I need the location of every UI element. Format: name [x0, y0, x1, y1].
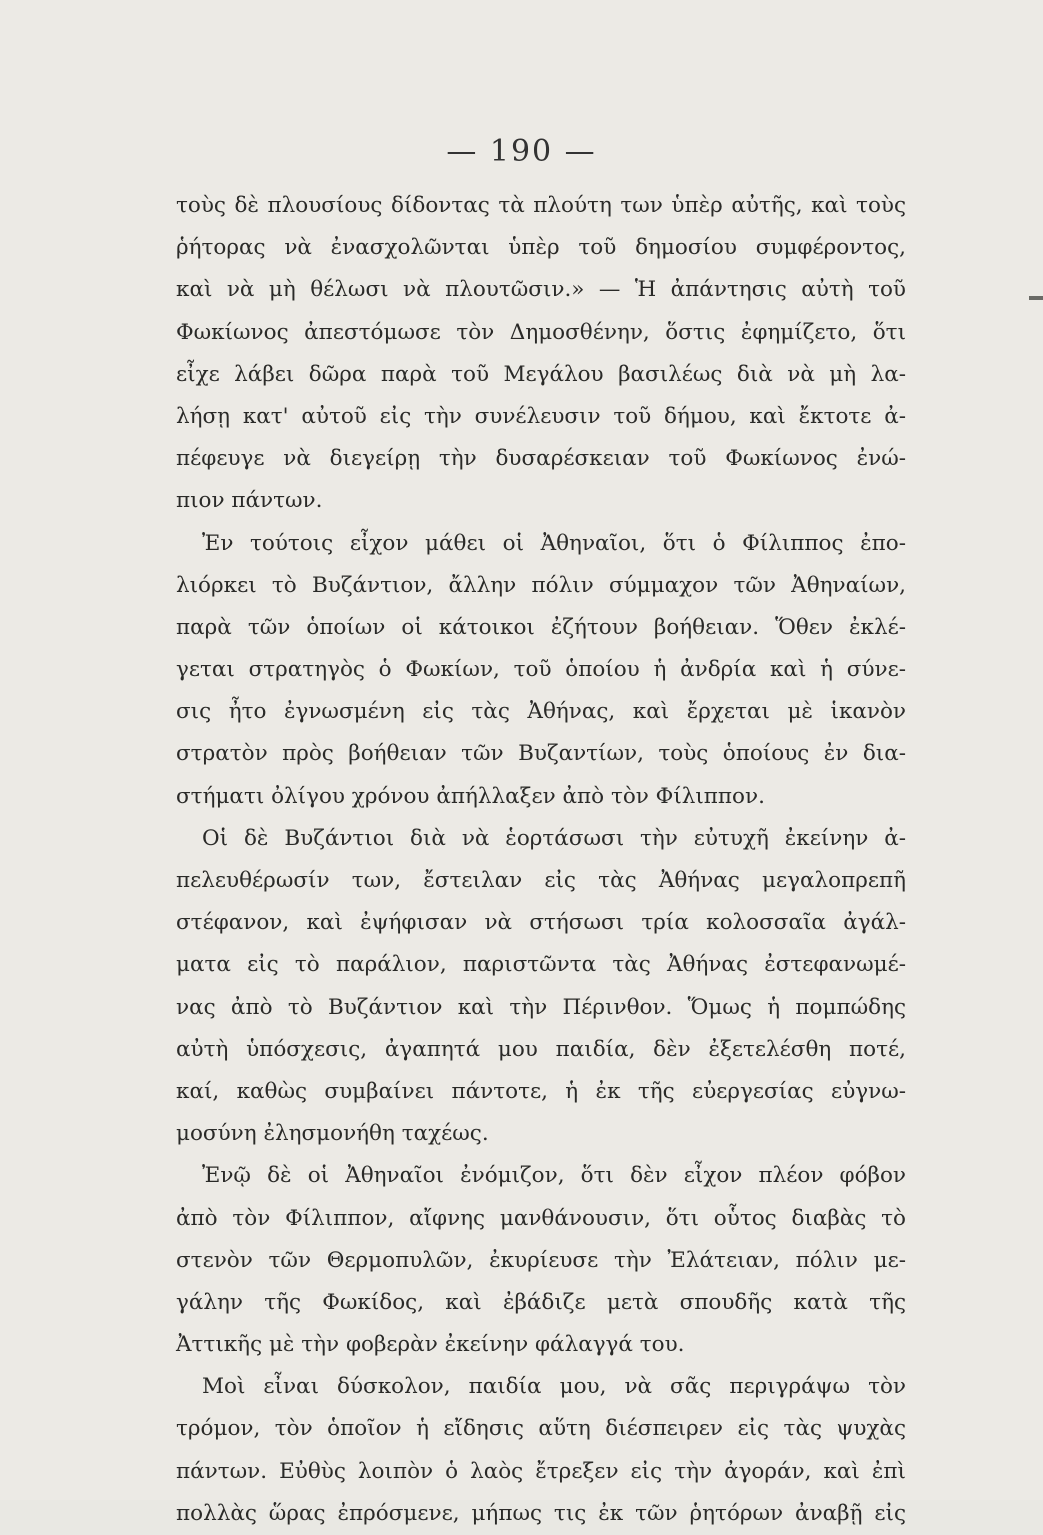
text-line-25: ἀπὸ τὸν Φίλιππον, αἴφνης μανθάνουσιν, ὅτι οὗτος διαβὰς τὸ — [176, 1205, 906, 1231]
text-line-1: τοὺς δὲ πλουσίους δίδοντας τὰ πλούτη των ὑπὲρ αὐτῆς, καὶ τοὺς — [176, 193, 906, 218]
text-line-8: πιον πάντων. — [176, 488, 323, 514]
text-line-24: Ἐνῷ δὲ οἱ Ἀθηναῖοι ἐνόμιζον, ὅτι δὲν εἶχον πλέον φόβον — [202, 1163, 906, 1189]
text-line-26: στενὸν τῶν Θερμοπυλῶν, ἐκυρίευσε τὴν Ἐλάτειαν, πόλιν με- — [176, 1247, 906, 1273]
body-text — [176, 185, 906, 1535]
text-line-22: καί, καθὼς συμβαίνει πάντοτε, ἡ ἐκ τῆς εὐεργεσίας εὐγνω- — [176, 1078, 906, 1104]
text-line-21: αὐτὴ ὑπόσχεσις, ἀγαπητά μου παιδία, δὲν ἐξετελέσθη ποτέ, — [176, 1036, 906, 1062]
text-line-7: πέφευγε νὰ διεγείρῃ τὴν δυσαρέσκειαν τοῦ Φωκίωνος ἐνώ- — [176, 446, 906, 472]
page-number: — 190 — — [446, 134, 597, 169]
text-line-11: παρὰ τῶν ὁποίων οἱ κάτοικοι ἐζήτουν βοήθειαν. Ὅθεν ἐκλέ- — [176, 614, 906, 640]
text-line-15: στήματι ὀλίγου χρόνου ἀπήλλαξεν ἀπὸ τὸν Φίλιππον. — [176, 783, 765, 809]
text-line-28: Ἀττικῆς μὲ τὴν φοβερὰν ἐκείνην φάλαγγά του. — [176, 1332, 685, 1358]
text-line-18: στέφανον, καὶ ἐψήφισαν νὰ στήσωσι τρία κολοσσαῖα ἀγάλ- — [176, 910, 906, 936]
text-line-19: ματα εἰς τὸ παράλιον, παριστῶντα τὰς Ἀθήνας ἐστεφανωμέ- — [176, 952, 906, 978]
text-line-16: Οἱ δὲ Βυζάντιοι διὰ νὰ ἑορτάσωσι τὴν εὐτυχῆ ἐκείνην ἀ- — [202, 825, 906, 851]
text-line-14: στρατὸν πρὸς βοήθειαν τῶν Βυζαντίων, τοὺς ὁποίους ἐν δια- — [176, 741, 906, 767]
text-line-5: εἶχε λάβει δῶρα παρὰ τοῦ Μεγάλου βασιλέως διὰ νὰ μὴ λα- — [176, 361, 906, 387]
text-line-27: γάλην τῆς Φωκίδος, καὶ ἐβάδιζε μετὰ σπουδῆς κατὰ τῆς — [176, 1289, 906, 1315]
text-line-23: μοσύνη ἐλησμονήθη ταχέως. — [176, 1121, 489, 1147]
text-line-2: ῥήτορας νὰ ἐνασχολῶνται ὑπὲρ τοῦ δημοσίου συμφέροντος, — [176, 235, 906, 261]
text-line-9: Ἐν τούτοις εἶχον μάθει οἱ Ἀθηναῖοι, ὅτι ὁ Φίλιππος ἐπο- — [202, 530, 906, 556]
margin-mark — [1029, 296, 1043, 300]
text-line-12: γεται στρατηγὸς ὁ Φωκίων, τοῦ ὁποίου ἡ ἀνδρία καὶ ἡ σύνε- — [176, 657, 906, 683]
text-line-13: σις ἦτο ἐγνωσμένη εἰς τὰς Ἀθήνας, καὶ ἔρχεται μὲ ἱκανὸν — [176, 699, 906, 725]
text-line-32: πολλὰς ὥρας ἐπρόσμενε, μήπως τις ἐκ τῶν ῥητόρων ἀναβῇ εἰς — [176, 1500, 906, 1526]
text-line-3: καὶ νὰ μὴ θέλωσι νὰ πλουτῶσιν.» — Ἡ ἀπάντησις αὐτὴ τοῦ — [176, 277, 906, 303]
text-line-29: Μοὶ εἶναι δύσκολον, παιδία μου, νὰ σᾶς περιγράψω τὸν — [202, 1374, 906, 1400]
text-line-31: πάντων. Εὐθὺς λοιπὸν ὁ λαὸς ἔτρεξεν εἰς τὴν ἀγοράν, καὶ ἐπὶ — [176, 1458, 906, 1484]
text-line-10: λιόρκει τὸ Βυζάντιον, ἄλλην πόλιν σύμμαχον τῶν Ἀθηναίων, — [176, 572, 906, 598]
text-line-17: πελευθέρωσίν των, ἔστειλαν εἰς τὰς Ἀθήνας μεγαλοπρεπῆ — [176, 868, 906, 893]
text-line-20: νας ἀπὸ τὸ Βυζάντιον καὶ τὴν Πέρινθον. Ὅμως ἡ πομπώδης — [176, 994, 906, 1020]
text-line-6: λήσῃ κατ' αὐτοῦ εἰς τὴν συνέλευσιν τοῦ δήμου, καὶ ἔκτοτε ἀ- — [176, 403, 906, 429]
text-line-30: τρόμον, τὸν ὁποῖον ἡ εἴδησις αὕτη διέσπειρεν εἰς τὰς ψυχὰς — [176, 1416, 906, 1442]
text-line-4: Φωκίωνος ἀπεστόμωσε τὸν Δημοσθένην, ὅστις ἐφημίζετο, ὅτι — [176, 319, 906, 345]
